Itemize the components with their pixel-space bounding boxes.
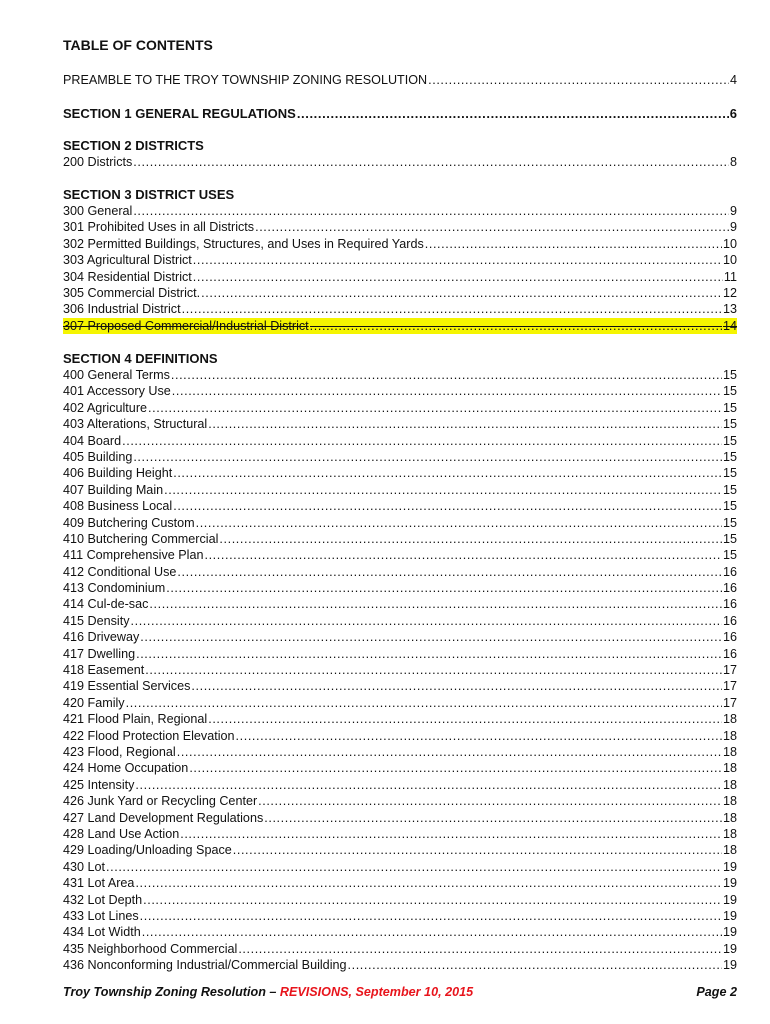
toc-entry[interactable] xyxy=(63,892,737,908)
toc-entry-label: 423 Flood, Regional xyxy=(63,744,176,759)
toc-entry[interactable] xyxy=(63,203,737,219)
document-page xyxy=(63,0,737,1024)
toc-entry[interactable] xyxy=(63,826,737,842)
dot-leader xyxy=(219,531,722,547)
toc-entry[interactable] xyxy=(63,875,737,891)
toc-entry-page: 16 xyxy=(722,630,737,645)
toc-entry[interactable] xyxy=(63,580,737,596)
dot-leader xyxy=(135,875,722,891)
toc-list xyxy=(63,367,737,973)
toc-entry-label: 305 Commercial District. xyxy=(63,285,201,300)
toc-entry-page: 10 xyxy=(722,236,737,251)
toc-entry-label: 430 Lot xyxy=(63,859,106,874)
dot-leader xyxy=(106,859,722,875)
toc-entry-label: 301 Prohibited Uses in all Districts xyxy=(63,220,255,235)
dot-leader xyxy=(126,695,722,711)
toc-entry-label: 421 Flood Plain, Regional xyxy=(63,712,208,727)
toc-entry-label: PREAMBLE TO THE TROY TOWNSHIP ZONING RESOLUTION xyxy=(63,73,428,87)
toc-entry[interactable] xyxy=(63,482,737,498)
toc-entry[interactable] xyxy=(63,793,737,809)
dot-leader xyxy=(208,711,722,727)
toc-entry-label: 412 Conditional Use xyxy=(63,564,177,579)
dot-leader xyxy=(133,203,729,219)
toc-entry[interactable] xyxy=(63,777,737,793)
dot-leader xyxy=(142,924,722,940)
toc-entry-label: 433 Lot Lines xyxy=(63,908,139,923)
toc-entry-label: 307 Proposed Commercial/Industrial District xyxy=(63,318,309,333)
dot-leader xyxy=(135,777,722,793)
toc-entry-page: 18 xyxy=(722,712,737,727)
toc-entry[interactable] xyxy=(63,760,737,776)
toc-entry-page: 8 xyxy=(729,155,737,169)
toc-section-2 xyxy=(63,138,737,170)
section-heading: SECTION 3 DISTRICT USES xyxy=(63,187,235,202)
toc-entry-label: 417 Dwelling xyxy=(63,646,136,661)
dot-leader xyxy=(201,285,722,301)
toc-entry-page: 15 xyxy=(722,499,737,514)
page-footer xyxy=(63,985,737,999)
toc-entry-label: 420 Family xyxy=(63,695,125,710)
dot-leader xyxy=(133,154,729,170)
toc-entry[interactable] xyxy=(63,301,737,317)
toc-entry[interactable] xyxy=(63,646,737,662)
toc-entry-page: 15 xyxy=(722,482,737,497)
toc-entry[interactable] xyxy=(63,728,737,744)
toc-section-3 xyxy=(63,187,737,334)
toc-entry-label: 406 Building Height xyxy=(63,466,173,481)
dot-leader xyxy=(428,72,729,88)
dot-leader xyxy=(182,301,722,317)
toc-entry[interactable] xyxy=(63,842,737,858)
dot-leader xyxy=(255,219,729,235)
toc-entry-label: 432 Lot Depth xyxy=(63,892,143,907)
toc-entry-page: 14 xyxy=(722,318,737,333)
dot-leader xyxy=(140,908,722,924)
footer-page-number: Page 2 xyxy=(696,985,737,999)
toc-entry-label: 303 Agricultural District xyxy=(63,253,192,268)
dot-leader xyxy=(172,383,722,399)
toc-entry-page: 15 xyxy=(722,531,737,546)
toc-entry[interactable] xyxy=(63,629,737,645)
toc-entry-label: 414 Cul-de-sac xyxy=(63,597,149,612)
dot-leader xyxy=(173,465,722,481)
toc-entry-label: 416 Driveway xyxy=(63,630,140,645)
dot-leader xyxy=(193,269,723,285)
toc-entry[interactable] xyxy=(63,236,737,252)
toc-entry-label: 200 Districts xyxy=(63,155,133,169)
toc-entry-page: 18 xyxy=(722,777,737,792)
dot-leader xyxy=(133,449,722,465)
toc-entry[interactable] xyxy=(63,564,737,580)
toc-entry[interactable] xyxy=(63,515,737,531)
toc-entry[interactable] xyxy=(63,367,737,383)
toc-entry[interactable] xyxy=(63,908,737,924)
toc-entry-label: 300 General xyxy=(63,204,133,218)
toc-entry-label: 405 Building xyxy=(63,449,133,464)
dot-leader xyxy=(145,662,722,678)
toc-entry[interactable] xyxy=(63,269,737,285)
toc-entry[interactable] xyxy=(63,383,737,399)
dot-leader xyxy=(189,760,722,776)
toc-entry[interactable] xyxy=(63,547,737,563)
toc-entry[interactable] xyxy=(63,498,737,514)
toc-entry[interactable] xyxy=(63,106,737,122)
dot-leader xyxy=(166,580,722,596)
toc-entry-page: 17 xyxy=(722,679,737,694)
toc-entry-page: 11 xyxy=(723,269,737,284)
toc-entry[interactable] xyxy=(63,810,737,826)
toc-entry-page: 9 xyxy=(729,220,737,235)
toc-entry[interactable] xyxy=(63,318,737,334)
toc-entry-label: 409 Butchering Custom xyxy=(63,515,195,530)
toc-entry[interactable] xyxy=(63,400,737,416)
toc-entry[interactable] xyxy=(63,678,737,694)
toc-entry[interactable] xyxy=(63,941,737,957)
toc-entry-page: 6 xyxy=(729,106,737,121)
toc-entry-page: 19 xyxy=(722,908,737,923)
section-heading: SECTION 4 DEFINITIONS xyxy=(63,351,218,366)
dot-leader xyxy=(171,367,722,383)
toc-entry[interactable] xyxy=(63,596,737,612)
toc-entry-label: SECTION 1 GENERAL REGULATIONS xyxy=(63,106,296,121)
dot-leader xyxy=(236,728,722,744)
toc-entry-page: 18 xyxy=(722,810,737,825)
dot-leader xyxy=(173,498,722,514)
toc-entry-label: 415 Density xyxy=(63,613,130,628)
toc-entry-label: 427 Land Development Regulations xyxy=(63,810,264,825)
toc-entry[interactable] xyxy=(63,219,737,235)
dot-leader xyxy=(233,842,722,858)
toc-entry-label: 402 Agriculture xyxy=(63,400,148,415)
toc-entry-label: 408 Business Local xyxy=(63,499,173,514)
toc-entry-label: 436 Nonconforming Industrial/Commercial Building xyxy=(63,958,347,973)
toc-entry-label: 435 Neighborhood Commercial xyxy=(63,941,238,956)
toc-list xyxy=(63,154,737,170)
toc-entry[interactable] xyxy=(63,154,737,170)
toc-entry-page: 15 xyxy=(722,449,737,464)
toc-entry-page: 15 xyxy=(722,400,737,415)
toc-entry-page: 18 xyxy=(722,761,737,776)
toc-entry-page: 4 xyxy=(729,73,737,87)
dot-leader xyxy=(140,629,722,645)
page-title: TABLE OF CONTENTS xyxy=(63,37,213,53)
dot-leader xyxy=(348,957,722,973)
toc-entry-page: 10 xyxy=(722,253,737,268)
toc-entry-label: 404 Board xyxy=(63,433,122,448)
dot-leader xyxy=(164,482,722,498)
dot-leader xyxy=(425,236,722,252)
toc-entry-label: 419 Essential Services xyxy=(63,679,191,694)
toc-entry-page: 15 xyxy=(722,548,737,563)
toc-entry-page: 18 xyxy=(722,744,737,759)
toc-entry-page: 16 xyxy=(722,597,737,612)
toc-entry-page: 15 xyxy=(722,515,737,530)
toc-entry-page: 17 xyxy=(722,663,737,678)
toc-entry-label: 425 Intensity xyxy=(63,777,135,792)
toc-entry-label: 403 Alterations, Structural xyxy=(63,417,208,432)
toc-entry-label: 411 Comprehensive Plan xyxy=(63,548,204,563)
toc-entry-label: 431 Lot Area xyxy=(63,876,135,891)
toc-entry-label: 400 General Terms xyxy=(63,368,170,382)
dot-leader xyxy=(149,596,722,612)
toc-entry[interactable] xyxy=(63,465,737,481)
toc-entry-page: 18 xyxy=(722,728,737,743)
toc-entry-page: 15 xyxy=(722,466,737,481)
footer-doc-title: Troy Township Zoning Resolution – xyxy=(63,985,280,999)
dot-leader xyxy=(177,564,722,580)
toc-entry[interactable] xyxy=(63,433,737,449)
toc-entry-page: 19 xyxy=(722,876,737,891)
toc-entry-page: 9 xyxy=(729,204,737,218)
toc-entry-page: 19 xyxy=(722,925,737,940)
toc-entry-page: 15 xyxy=(722,384,737,399)
toc-entry[interactable] xyxy=(63,72,737,88)
toc-entry[interactable] xyxy=(63,285,737,301)
toc-entry-label: 410 Butchering Commercial xyxy=(63,531,219,546)
toc-entry-label: 426 Junk Yard or Recycling Center xyxy=(63,794,258,809)
toc-entry-label: 424 Home Occupation xyxy=(63,761,189,776)
dot-leader xyxy=(122,433,722,449)
toc-entry-label: 422 Flood Protection Elevation xyxy=(63,728,235,743)
dot-leader xyxy=(180,826,722,842)
toc-entry[interactable] xyxy=(63,924,737,940)
toc-entry-page: 13 xyxy=(722,302,737,317)
toc-section-1 xyxy=(63,106,737,122)
toc-entry-label: 407 Building Main xyxy=(63,482,164,497)
toc-entry-page: 16 xyxy=(722,581,737,596)
toc-entry-page: 18 xyxy=(722,826,737,841)
toc-entry-page: 19 xyxy=(722,859,737,874)
toc-entry[interactable] xyxy=(63,957,737,973)
toc-entry-page: 15 xyxy=(722,417,737,432)
dot-leader xyxy=(136,646,722,662)
toc-entry[interactable] xyxy=(63,416,737,432)
dot-leader xyxy=(196,515,722,531)
toc-entry-label: 302 Permitted Buildings, Structures, and Uses in Required Yards xyxy=(63,236,424,251)
dot-leader xyxy=(148,400,722,416)
toc-entry[interactable] xyxy=(63,859,737,875)
dot-leader xyxy=(177,744,722,760)
toc-entry-page: 16 xyxy=(722,613,737,628)
toc-section-4 xyxy=(63,351,737,973)
toc-entry-label: 428 Land Use Action xyxy=(63,826,180,841)
dot-leader xyxy=(193,252,722,268)
dot-leader xyxy=(143,892,722,908)
toc-entry[interactable] xyxy=(63,613,737,629)
dot-leader xyxy=(208,416,722,432)
toc-entry-label: 304 Residential District xyxy=(63,269,192,284)
footer-revision: REVISIONS, September 10, 2015 xyxy=(279,985,474,999)
toc-entry-page: 19 xyxy=(722,958,737,973)
toc-entry-label: 429 Loading/Unloading Space xyxy=(63,843,232,858)
toc-entry-label: 434 Lot Width xyxy=(63,925,141,940)
dot-leader xyxy=(238,941,722,957)
dot-leader xyxy=(204,547,722,563)
toc-entry-page: 16 xyxy=(722,646,737,661)
dot-leader xyxy=(310,318,722,334)
toc-entry[interactable] xyxy=(63,744,737,760)
dot-leader xyxy=(191,678,722,694)
dot-leader xyxy=(131,613,722,629)
toc-entry-page: 12 xyxy=(722,285,737,300)
toc-list xyxy=(63,203,737,334)
toc-entry-page: 15 xyxy=(722,368,737,382)
toc-entry[interactable] xyxy=(63,711,737,727)
toc-entry-label: 401 Accessory Use xyxy=(63,384,171,399)
section-heading: SECTION 2 DISTRICTS xyxy=(63,138,204,153)
toc-entry-label: 418 Easement xyxy=(63,663,145,678)
toc-entry-page: 15 xyxy=(722,433,737,448)
toc-entry[interactable] xyxy=(63,252,737,268)
toc-entry-page: 18 xyxy=(722,794,737,809)
toc-entry-page: 16 xyxy=(722,564,737,579)
dot-leader xyxy=(297,106,729,122)
dot-leader xyxy=(264,810,722,826)
toc-entry-page: 19 xyxy=(722,941,737,956)
toc-entry-label: 306 Industrial District xyxy=(63,302,181,317)
toc-entry-label: 413 Condominium xyxy=(63,581,166,596)
toc-entry[interactable] xyxy=(63,531,737,547)
toc-entry-page: 19 xyxy=(722,892,737,907)
toc-entry-page: 18 xyxy=(722,843,737,858)
toc-entry[interactable] xyxy=(63,695,737,711)
dot-leader xyxy=(258,793,722,809)
toc-entry-page: 17 xyxy=(722,695,737,710)
toc-entry[interactable] xyxy=(63,662,737,678)
toc-entry[interactable] xyxy=(63,449,737,465)
toc-preamble xyxy=(63,72,737,88)
